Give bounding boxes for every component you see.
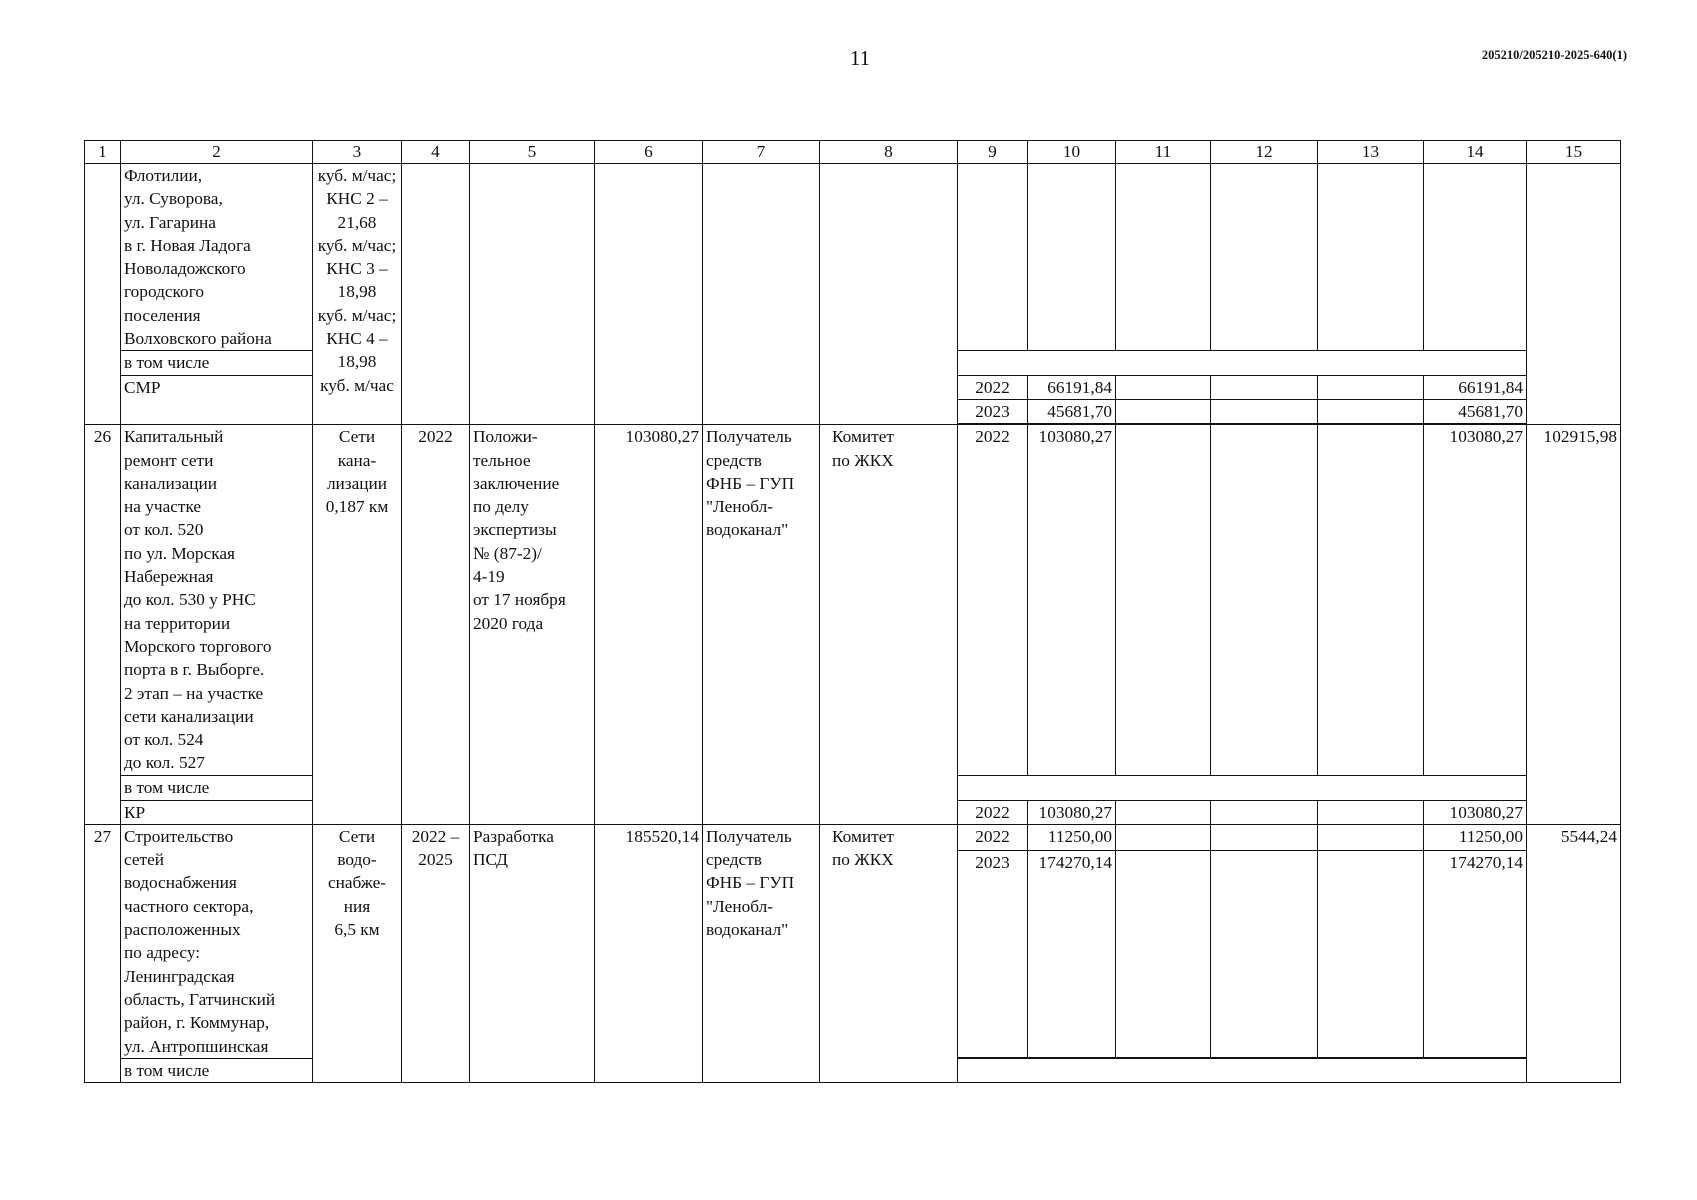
r27-customer-cell: Комитет по ЖКХ [820, 824, 958, 1082]
year-cell: 2023 [958, 399, 1028, 423]
year-cell: 2023 [958, 850, 1028, 1057]
col-header-6: 6 [595, 141, 703, 164]
col14-cell: 103080,27 [1424, 800, 1527, 824]
col-header-14: 14 [1424, 141, 1527, 164]
col-header-1: 1 [85, 141, 121, 164]
year-cell: 2022 [958, 425, 1028, 776]
r27-cost-cell: 185520,14 [595, 824, 703, 1082]
col-header-8: 8 [820, 141, 958, 164]
program-table [84, 140, 1621, 1083]
r26-recipient-cell: Получатель средств ФНБ – ГУП "Ленобл- водоканал" [703, 425, 820, 825]
year-cell: 2022 [958, 824, 1028, 850]
r26-name-cell: Капитальный ремонт сети канализации на участке от кол. 520 по ул. Морская Набережная до кол. 530 у РНС на территории Морского торгового порта в г. Выборге. 2 этап – на участке сети канализации от кол. 524 до кол. 527 [121, 425, 313, 776]
col-header-10: 10 [1028, 141, 1116, 164]
r26-capacity-cell: Сети кана- лизации 0,187 км [313, 425, 402, 825]
r26-customer-cell: Комитет по ЖКХ [820, 425, 958, 825]
r27-incl-label: в том числе [121, 1058, 313, 1082]
cont-capacity-cell: куб. м/час; КНС 2 – 21,68 куб. м/час; КНС 3 – 18,98 куб. м/час; КНС 4 – 18,98 куб. м/час [313, 164, 402, 425]
col14-cell: 11250,00 [1424, 824, 1527, 850]
table-row [85, 425, 1621, 776]
cont-name-cell: Флотилии, ул. Суворова, ул. Гагарина в г. Новая Ладога Новоладожского городского поселения Волховского района [121, 164, 313, 351]
col-header-9: 9 [958, 141, 1028, 164]
table-row [85, 824, 1621, 850]
col-header-4: 4 [402, 141, 470, 164]
col-header-7: 7 [703, 141, 820, 164]
document-id: 205210/205210-2025-640(1) [1481, 48, 1627, 62]
cont-type-label: СМР [121, 375, 313, 425]
col-header-15: 15 [1527, 141, 1621, 164]
col14-cell: 66191,84 [1424, 375, 1527, 399]
r27-capacity-cell: Сети водо- снабже- ния 6,5 км [313, 824, 402, 1082]
r27-document-cell: Разработка ПСД [470, 824, 595, 1082]
col-header-13: 13 [1318, 141, 1424, 164]
r26-incl-label: в том числе [121, 776, 313, 800]
r27-recipient-cell: Получатель средств ФНБ – ГУП "Ленобл- водоканал" [703, 824, 820, 1082]
r26-document-cell: Положи- тельное заключение по делу экспертизы № (87-2)/ 4-19 от 17 ноября 2020 года [470, 425, 595, 825]
col-header-11: 11 [1116, 141, 1211, 164]
table-row [85, 164, 1621, 351]
total-cell: 174270,14 [1028, 850, 1116, 1057]
total-cell: 11250,00 [1028, 824, 1116, 850]
col14-cell: 103080,27 [1424, 425, 1527, 776]
total-cell: 103080,27 [1028, 425, 1116, 776]
r26-period-cell: 2022 [402, 425, 470, 825]
r26-type-label: КР [121, 800, 313, 824]
column-number-row [85, 141, 1621, 164]
page-number: 11 [849, 46, 871, 70]
year-cell: 2022 [958, 375, 1028, 399]
col14-cell: 45681,70 [1424, 399, 1527, 423]
total-cell: 45681,70 [1028, 399, 1116, 423]
r27-period-cell: 2022 – 2025 [402, 824, 470, 1082]
r26-cost-cell: 103080,27 [595, 425, 703, 825]
row-number: 27 [85, 824, 121, 1082]
col15-cell: 102915,98 [1527, 425, 1621, 825]
col14-cell: 174270,14 [1424, 850, 1527, 1057]
col15-cell: 5544,24 [1527, 824, 1621, 1082]
row-number: 26 [85, 425, 121, 825]
year-cell: 2022 [958, 800, 1028, 824]
cont-num-cell [85, 164, 121, 425]
total-cell: 103080,27 [1028, 800, 1116, 824]
cont-incl-label: в том числе [121, 351, 313, 375]
total-cell: 66191,84 [1028, 375, 1116, 399]
r27-name-cell: Строительство сетей водоснабжения частного сектора, расположенных по адресу: Ленинградская область, Гатчинский район, г. Коммунар, ул. Антропшинская [121, 824, 313, 1058]
col-header-3: 3 [313, 141, 402, 164]
col-header-12: 12 [1211, 141, 1318, 164]
col-header-5: 5 [470, 141, 595, 164]
col-header-2: 2 [121, 141, 313, 164]
